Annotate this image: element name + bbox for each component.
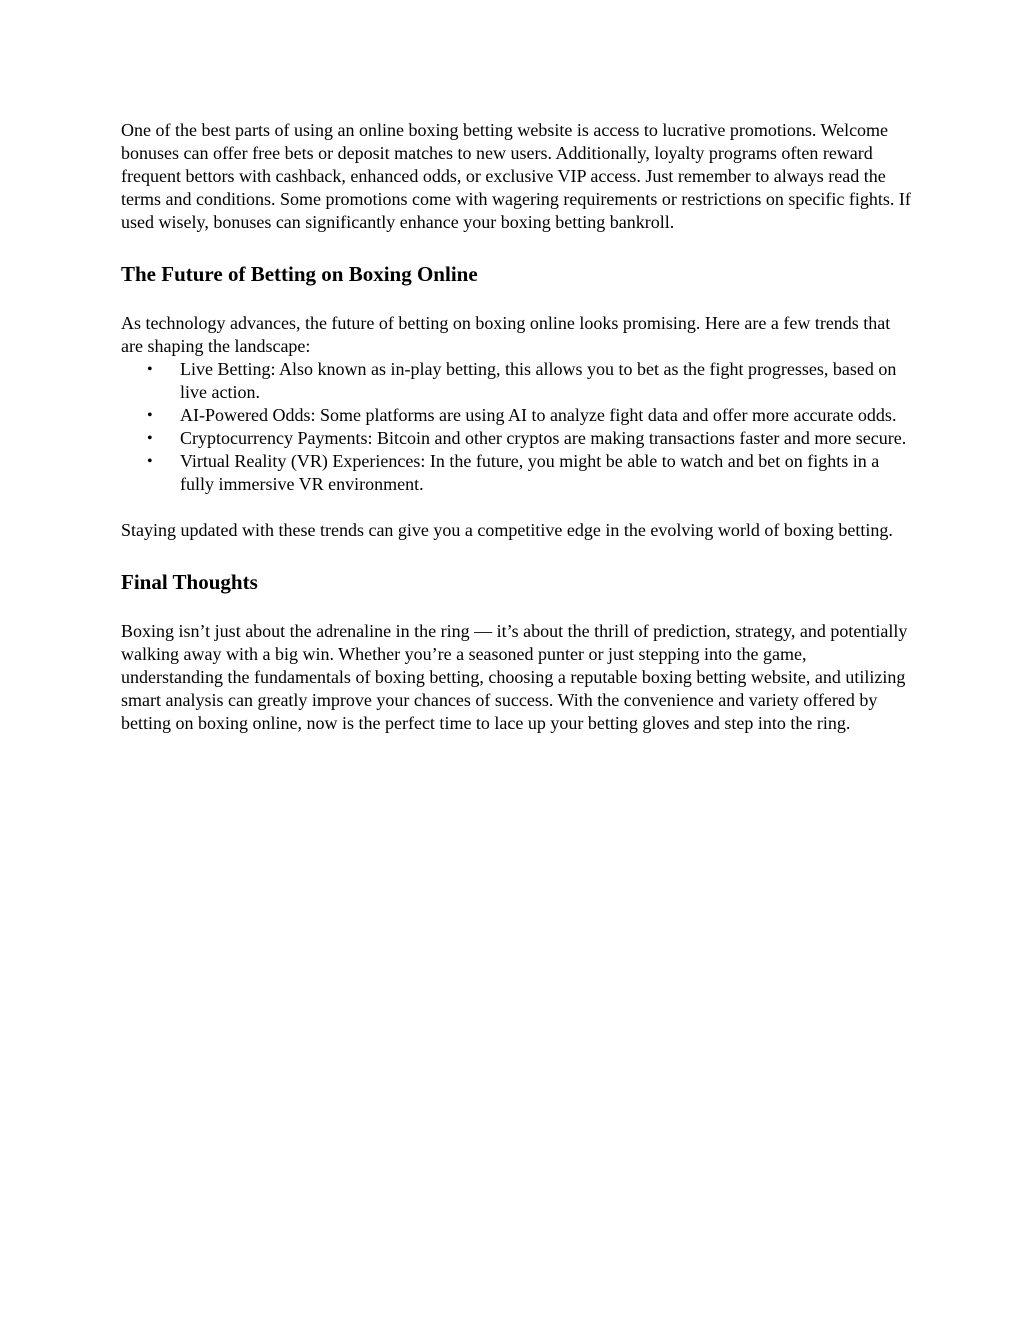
bullet-icon: • [147,361,153,378]
list-item-text: AI-Powered Odds: Some platforms are using AI to analyze fight data and offer more accurate odds. [180,405,897,425]
final-thoughts-heading: Final Thoughts [121,570,258,594]
staying-updated-paragraph: Staying updated with these trends can give you a competitive edge in the evolving world of boxing betting. [121,520,893,540]
trends-list [121,358,911,496]
promotions-paragraph: One of the best parts of using an online boxing betting website is access to lucrative promotions. Welcome bonuses can offer free bets or deposit matches to new users. Additionally, loyalty programs often reward frequent bettors with cashback, enhanced odds, or exclusive VIP access. Just remember to always read the terms and conditions. Some promotions come with wagering requirements or restrictions on specific fights. If used wisely, bonuses can significantly enhance your boxing betting bankroll. [121,120,911,232]
list-item-text: Live Betting: Also known as in-play betting, this allows you to bet as the fight progresses, based on live action. [180,359,897,402]
bullet-icon: • [147,453,153,470]
final-thoughts-paragraph: Boxing isn’t just about the adrenaline in the ring — it’s about the thrill of prediction, strategy, and potentially walking away with a big win. Whether you’re a seasoned punter or just stepping into the game, understanding the fundamentals of boxing betting, choosing a reputable boxing betting website, and utilizing smart analysis can greatly improve your chances of success. With the convenience and variety offered by betting on boxing online, now is the perfect time to lace up your betting gloves and step into the ring. [121,621,908,733]
bullet-icon: • [147,430,153,447]
list-item [121,427,911,450]
trends-intro-paragraph: As technology advances, the future of betting on boxing online looks promising. Here are a few trends that are shaping the landscape: [121,313,891,356]
list-item [121,450,911,496]
document-page [121,119,911,735]
list-item [121,404,911,427]
list-item [121,358,911,404]
bullet-icon: • [147,407,153,424]
list-item-text: Virtual Reality (VR) Experiences: In the future, you might be able to watch and bet on fights in a fully immersive VR environment. [180,451,880,494]
future-heading: The Future of Betting on Boxing Online [121,262,478,286]
list-item-text: Cryptocurrency Payments: Bitcoin and other cryptos are making transactions faster and more secure. [180,428,907,448]
